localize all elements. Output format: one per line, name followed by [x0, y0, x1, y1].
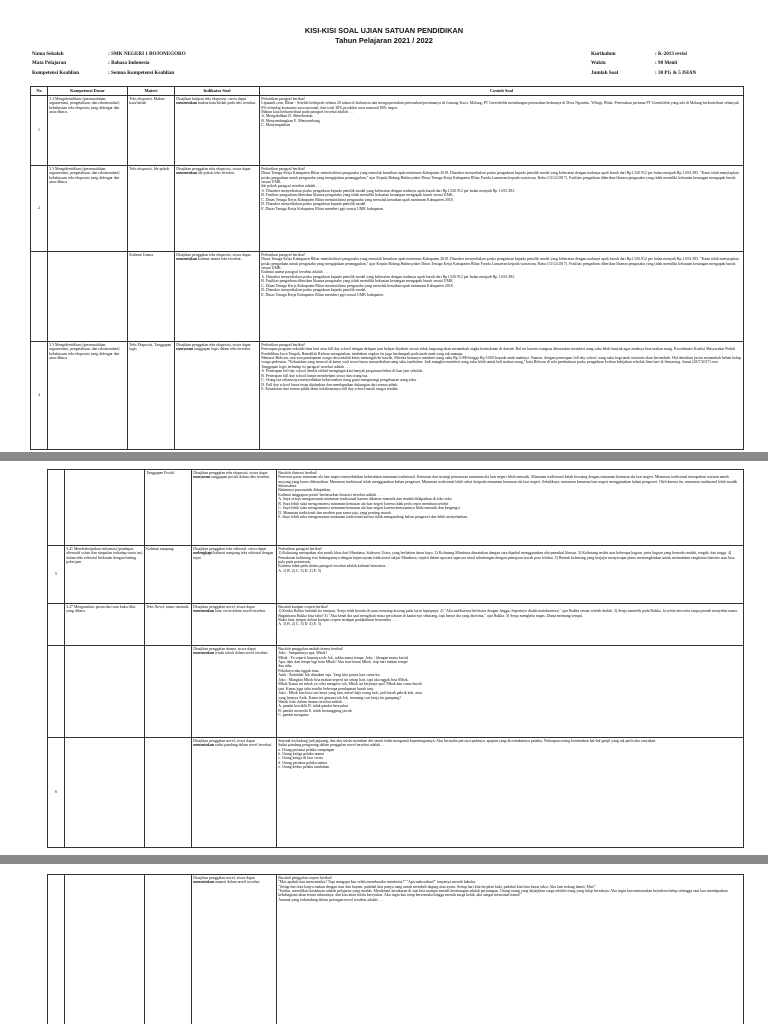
kompetensi-dasar-cell: [65, 646, 145, 738]
indikator-keyword: menentukan: [176, 257, 197, 262]
contoh-soal-line: "Mas apakah kau mencintaiku? Tapi mengapa kau selalu membuatku menderita?" "Apa maksudmu?" tanyanya meraih bahuku.: [278, 880, 477, 885]
kisi-kisi-table-continued-2: [47, 874, 744, 1024]
kisi-kisi-table-continued: [47, 469, 744, 848]
kompetensi-dasar-cell: 3.27 Menganalisis pesan dari satu buku fiksi yang dibaca.: [65, 604, 145, 646]
indikator-cell: [192, 604, 277, 646]
meta-value: : SMK NEGERI 1 BOJONEGORO: [108, 51, 186, 57]
indikator-text: Disajikan penggalan teks eksposisi, siswa dapat: [193, 470, 268, 475]
indikator-keyword: menyusun: [176, 347, 194, 352]
indikator-text: kalimat rumpang teks editorial dengan tepat: [193, 551, 274, 560]
kisi-kisi-table: [30, 86, 744, 450]
contoh-soal-line: e. Orang kedua pelaku tambahan: [278, 765, 330, 770]
contoh-soal-line: dan tahu.: [278, 664, 293, 669]
contoh-soal-line: Sudut pandang pengarang dalam penggalan novel tersebut adalah . . .: [278, 743, 386, 748]
materi-cell: Kalimat rumpang: [145, 546, 192, 604]
meta-label: Mata Pelajaran: [32, 60, 67, 67]
contoh-soal-line: Bahannya pun mudah didapatkan.: [278, 488, 332, 493]
contoh-soal-line: A. Saya setuju mengonsumsi minuman tradisional karena dikemas menarik dan mudah didapatkan di toko-toko: [278, 497, 452, 502]
contoh-soal-cell: [260, 96, 744, 166]
materi-cell: Teks eksposisi, Makna kata/istilah: [128, 96, 175, 166]
contoh-soal-line: Apa, tahu dan tempe lagi kata Mbok? Aku kan bosan Mbok, tiap hari makan tempe: [278, 659, 408, 664]
indikator-cell: [175, 96, 260, 166]
table-row: [48, 604, 744, 646]
contoh-soal-line: Perhatikan paragraf berikut!: [261, 342, 306, 347]
header-indikator: Indikator Soal: [175, 87, 260, 96]
contoh-soal-line: Menurut Ridwan, rata-rata pendapatan warga desa adalah kelas menengah ke bawah. Mereka biasanya memberi uang saku Rp 2.000 hingga Rp 5.000 kepada anak-anaknya. Namun, dengan penerapan full day school, uang saku bagi anak otomatis akan bertambah. Hal demikian justru menambah beban hidup warga pedesaan. "Kebutuhan yang muncul di kamu wali siswa harus menyediakan uang saku tambahan. Jadi mungkin memberi uang saku lebih untuk beli makan siang," kata Ridwan di sela pembukaan posko pengaduan korban kebijakan sekolah lima hari di Semarang. Jumat (28/7/2017) sore.: [261, 355, 742, 365]
indikator-cell: [192, 646, 277, 738]
indikator-cell: [175, 166, 260, 252]
row-number: [31, 252, 48, 342]
contoh-soal-line: C. pandai mengatur: [278, 713, 309, 718]
indikator-keyword: menentukan: [176, 171, 197, 176]
materi-cell: Teks Eksposisi, Tanggapan logis: [128, 342, 175, 450]
contoh-soal-line: Makna kata berkontribusi pada paragraf tersebut adalah . . .: [261, 109, 354, 114]
contoh-soal-line: A. pandai bersiklit D. tidak pandai bersyukur: [278, 704, 349, 709]
meta-label: Waktu: [591, 60, 606, 67]
indikator-text: Disajikan penggalan drama, siswa dapat: [193, 646, 256, 651]
row-number: 2: [31, 166, 48, 252]
contoh-soal-line: tani. Kamu juga tahu sendiri beberapa pendapatan buruh tani.: [278, 686, 374, 691]
indikator-text: Disajikan penggalan novel, siswa dapat: [193, 604, 255, 609]
contoh-soal-line: Joko : Mbok kan bisa cari kerja yang lain, mesel baju orang kok, jadi buruh pabrik kek, atau: [278, 691, 422, 696]
contoh-soal-line: E. Dinas Tenaga Kerja Kabupaten Blitar memberi gaji sesuai UMK kabupaten.: [261, 292, 385, 297]
table-row: [48, 875, 744, 1024]
contoh-soal-line: Perhatikan paragraf berikut!: [261, 166, 306, 171]
document-page-1: [0, 0, 768, 452]
indikator-text: watak tokoh dalam novel tersebut.: [213, 651, 269, 656]
contoh-soal-cell: [277, 546, 744, 604]
contoh-soal-line: "Istriku, memiliksti kesadaran adalah pelajaran yang mudah. Menikmati kesukaran di saat kita mampu meraih kesenangan adalah perjuangan. Orang-orang yang dijunjikan surga adalah orang yang lulup bersahaja. Aku ingin kau memasukan kejadiran hidup sehingga saat kau mendapatkan kebahagiaan akan terasa nikmatnya. dan kau akan selalu bersyukur. Aku ingin kau tetap bersemuka hingga meraih surga kelak, aku sangat mencintai kamu!": [278, 888, 728, 898]
indikator-text: Disajikan penggalan teks editorial, siswa dapat: [193, 546, 267, 551]
indikator-text: sudut pandang dalam novel tersebut.: [213, 743, 272, 748]
meta-value: : 90 Menit: [655, 60, 678, 67]
row-number: [48, 604, 65, 646]
materi-cell: [145, 875, 192, 1024]
table-row: [31, 96, 744, 166]
row-number: 5: [48, 546, 65, 604]
kompetensi-dasar-cell: 3.3 Mengidentifikasi (permasalahan, argumentasi, pengetahuan, dan rekomendasi) kebahasaan teks eksposisi yang didengar dan atau dibaca.: [48, 96, 128, 166]
contoh-soal-line: Joko : Mungkin Mbok bisa makan seperti ini setiap hari, tapi aku nggak bisa Mbok.: [278, 677, 409, 682]
contoh-soal-line: C. Orang tua seharusnya menyediakan bekal makan siang guna mengurangi pengeluaran uang saku.: [261, 378, 417, 383]
indikator-keyword: menentukan: [193, 651, 214, 656]
meta-value: : Bahasa Indonesia: [108, 60, 150, 67]
contoh-soal-cell: [277, 646, 744, 738]
contoh-soal-cell: [260, 166, 744, 252]
row-number: 4: [31, 342, 48, 450]
meta-label: Nama Sekolah: [32, 51, 64, 57]
indikator-text: Disajikan penggalan novel, siswa dapat: [193, 875, 255, 880]
materi-cell: Tanggapan Positif: [145, 470, 192, 546]
meta-left: [30, 49, 191, 79]
contoh-soal-line: Bacalah penggalan cerpen berikut!: [278, 875, 333, 880]
row-number: [48, 470, 65, 546]
header-kompetensi-dasar: Kompetensi Dasar: [48, 87, 128, 96]
document-page-2: [0, 461, 768, 855]
kompetensi-dasar-cell: 3.3 Mengidentifikasi (permasalahan, argumentasi, pengetahuan, dan rekomendasi) kebahasaan teks eksposisi yang didengar dan atau dibaca.: [48, 166, 128, 252]
contoh-soal-line: Dinas Tenaga Kerja Kabupaten Blitar memfasilitasi pengusaha yang menolak kenaikan upah minimum Kabupaten 2018. Disnaker menyediakan posko pengaduan kepada pemilik modal yang keberatan dengan nadanya upah buruh dari Rp1.520.912 per bulan menjadi Rp 1.653.383. "Kami telah menyiapkan posko pengaduan untuk pengusaha yang mengajukan penangguhan," ujar Kepala Bidang Hubinsyaker Dinas Tenaga Kerja Kabupaten Blitar Farida Lumaeran kepada wartawan, Rabu (13/12/2017). Fasilitas pengaduan diberikan lihanza pengusaha yang tidak memiliki kekuatan keuangan mengupah buruh sesuai UMK.: [261, 171, 739, 184]
row-number: [48, 646, 65, 738]
contoh-soal-cell: [277, 604, 744, 646]
contoh-soal-line: A. Disnaker menyediakan posko pengaduan kepada pemilik modal yang keberatan dengan nadanya upah buruh dari Rp1.520.912 per bulan menjadi Rp 1.653.383.: [261, 274, 515, 279]
contoh-soal-line: Amanat yang terkandung dalam potongan novel tersebut adalah . . .: [278, 897, 384, 902]
contoh-soal-line: C. Dinas Tenaga Kerja Kabupaten Blitar memfasilitasi pengusaha yang menolak kenaikan upah minimum Kabupaten 2018.: [261, 197, 454, 202]
contoh-soal-line: Kalimat tanggapan positif berdasarkan ilustrasi tersebut adalah . . .: [278, 492, 382, 497]
header-contoh-soal: Contoh Soal: [260, 87, 744, 96]
contoh-soal-line: Kalimat tidak padu dalam paragraf tersebut adalah kalimat bernomor. . .: [278, 564, 391, 569]
table-row: [48, 546, 744, 604]
table-row: [48, 738, 744, 848]
contoh-soal-line: b. Orang ketiga pelaku utama: [278, 751, 325, 756]
contoh-soal-line: B. Fasilitas pengaduan diberikan lihanza pengusaha yang tidak memiliki kekuatan keuangan mengupah buruh sesuai UMK.: [261, 193, 454, 198]
contoh-soal-line: Perhatikan paragraf berikut!: [261, 252, 306, 257]
contoh-soal-line: B. Fasilitas pengaduan diberikan lihanza pengusaha yang tidak memiliki kekuatan keuangan mengupah buruh sesuai UMK.: [261, 279, 454, 284]
contoh-soal-line: C. Menyampaikan: [261, 123, 290, 128]
contoh-soal-line: D. Disnaker menyediakan posko pengaduan kepada pemilik modal.: [261, 202, 367, 207]
kompetensi-dasar-cell: [65, 470, 145, 546]
document-title: KISI-KISI SOAL UJIAN SATUAN PENDIDIKAN: [304, 26, 464, 35]
indikator-cell: [192, 546, 277, 604]
header-no: No: [31, 87, 48, 96]
meta-label: Kurikulum: [591, 51, 616, 57]
contoh-soal-line: Bacalah ilustrasi berikut!: [278, 470, 318, 475]
contoh-soal-line: Perhatikan paragraf berikut!: [278, 546, 323, 551]
meta-right: [589, 49, 701, 79]
document-page-3: [0, 864, 768, 1024]
indikator-cell: [175, 342, 260, 450]
contoh-soal-line: Pokoknya aku nggak mau.: [278, 668, 320, 673]
contoh-soal-line: A. 1) B. 2) C. 3) D. 4) E. 5): [278, 622, 322, 627]
indikator-text: ide pokok teks tersebut.: [196, 171, 235, 176]
contoh-soal-line: Bukti latar tempat dalam kutipan cerpen terdapat padakalimat bernomba . . .: [278, 617, 397, 622]
materi-cell: Kalimat Utama: [128, 252, 175, 342]
indikator-text: kalimat utama teks tersebut.: [196, 257, 242, 262]
indikator-keyword: menentukan: [193, 609, 214, 614]
indikator-text: tanggapan positif dalam teks tersebut.: [210, 475, 271, 480]
contoh-soal-line: D. Minuman tradisional dan modern pun sama saja, yang penting murah.: [278, 510, 392, 515]
contoh-soal-line: Ide pokok paragraf tersebut adalah . . .: [261, 184, 322, 189]
indikator-cell: [192, 875, 277, 1024]
document-subtitle: Tahun Pelajaran 2021 / 2022: [335, 36, 433, 45]
indikator-text: amanat dalam novel tersebut: [213, 880, 260, 885]
indikator-keyword: menyusun: [193, 475, 211, 480]
materi-cell: Teks eksposisi, Ide pokok: [128, 166, 175, 252]
contoh-soal-line: yang lainnya Anik. Kamu ini gimana toh Jok, memang cari kerja itu gampang?: [278, 695, 401, 700]
contoh-soal-line: Kalimat utama paragraf tersebut adalah . . .: [261, 270, 329, 275]
table-row: [31, 166, 744, 252]
contoh-soal-line: "Setiap hari kita hanya makan dengan nasi dan bayam, padahal kita punya uang untuk membeli daging atau ayam. Setiap hari kita berjalan kaki, padahal kita bisa bayar taksi. Aku lam sedang hamil, Mas!": [278, 884, 597, 889]
contoh-soal-line: E. Kesadaran dari semua pihak demi terlaksananya full day school masih sangat rendah.: [261, 387, 399, 392]
indikator-keyword: menentukan: [193, 743, 214, 748]
row-number: [48, 875, 65, 1024]
kompetensi-dasar-cell: 3.41 Mendeskripsikan informasi (pendapat, alternatif solusi dan simpulan terhadap suatu isu) dalam teks editorial berkaitan dengan bidang pekerjaan: [65, 546, 145, 604]
contoh-soal-line: Dinas Tenaga Kerja Kabupaten Blitar memfasilitasi pengusaha yang menolak kenaikan upah minimum Kabupaten 2018. Disnaker menyediakan posko pengaduan kepada pemilik modal yang keberatan dengan nadanya upah buruh dari Rp1.520.912 per bulan menjadi Rp 1.653.383. "Kami telah menyiapkan posko pengaduan untuk pengusaha yang mengajukan penangguhan," ujar Kepala Bidang Hubinsyaker Dinas Tenaga Kerja Kabupaten Blitar Farida Lumaeran kepada wartawan, Rabu (13/12/2017). Fasilitas pengaduan diberikan lihanza pengusaha yang tidak memiliki kekuatan keuangan mengupah buruh sesuai UMK.: [261, 257, 739, 270]
indikator-cell: [175, 252, 260, 342]
row-number: 6: [48, 738, 65, 848]
contoh-soal-line: D. Disnaker menyediakan posko pengaduan kepada pemilik modal.: [261, 288, 367, 293]
contoh-soal-cell: [277, 738, 744, 848]
contoh-soal-line: Joko : Sampaninya apa, Mbok?: [278, 651, 328, 656]
meta-value: : Semua Kompetensi Keahlian: [108, 69, 175, 76]
table-row: [31, 342, 744, 450]
contoh-soal-line: Mbok Kamu ini mbok ya coba mengerti toh, Mbok ini kerjanya apa? Mbok kan cuma buruh: [278, 682, 422, 687]
meta-value: : 30 PG & 5 ISIAN: [655, 69, 697, 76]
header-materi: Materi: [128, 87, 175, 96]
contoh-soal-line: B. Menyumbangkan E. Menyumbang: [261, 118, 320, 123]
contoh-soal-line: Tanggapan logis terhadap isi paragraf tersebut adalah . . .: [261, 364, 350, 369]
indikator-text: makna kata/istilah pada teks tersebut.: [196, 101, 257, 106]
contoh-soal-line: Mbok : Ya seperti biasanya toh Jok, tukhu nama tempe. Joko : (dengan muna kerut): [278, 655, 409, 660]
kompetensi-dasar-cell: [65, 738, 145, 848]
indikator-text: Disajikan penggalan teks eksposisi, siswa dapat: [176, 252, 251, 257]
contoh-soal-line: B. pandai menceda E. tidak bertanggung jawab: [278, 708, 352, 713]
contoh-soal-line: Penerapan program sekolah lima hari atau full day school dengan delapan jam belajar diyakini secara tidak langsung akan menambah angka kemiskinan di daerah. Hal itu karena orangtua diharuskan memberi uang saku lebih banyak agar anaknya bisa makan siang. Koordinator Koalisi Masyarakat Peduli Pendidikan Jawa Tengah, Hamdilah Ridwan mengatakan, tambahan ongkos itu juga berdampak pada anak-anak yang tak mampu.: [261, 347, 736, 356]
indikator-keyword: menentukan: [176, 101, 197, 106]
contoh-soal-line: 1) Kolintang merupakan alat musik khas dari Minahasa, Sulawesi Utara, yang berbahan dasar kayu. 2) Kolintang Minahasa dimainkan dengan cara dipukul menggunakan alat pemukul khusus. 3) Kolintang terdiri atas beberapa bagian, yaitu bagian yang bernada rendah, tengah, dan tinggi. 4) Pemakaian kolintang erat hubungannya dengan kepercayaan tradisional rakyat Minahasa, seperti dalam upacara-upacara ritual sehubungan dengan pemujaan arwah para leluhur. 5) Bentuk kolintang yang berjajar menyerupai piano memungkinkan untuk memainkan rangkaian diatonis atau bisa pula pada pentatonis.: [278, 551, 735, 564]
contoh-soal-line: Bacalah kutipan cerpen berikut!: [278, 604, 328, 609]
contoh-soal-line: Perhatikan paragraf berikut!: [261, 96, 306, 101]
contoh-soal-cell: [277, 470, 744, 546]
table-row: [31, 252, 744, 342]
contoh-soal-line: Sejenak itu kadang jadi pejuang, dan aku selalu menahan diri untuk tidak mengumit kepentingannya. Aku berusaha percaya padanya, apapun yang dicentakannya padaku. Walaupun sering kemenakan hal-hal ganjil yang tak perlu aku tanyakan.: [278, 738, 657, 743]
meta-value: : K-2013 revisi: [655, 51, 687, 57]
contoh-soal-line: B. Saya lebih suka mengonsumsi minuman kemasan ala luar negeri karena tidak perlu repot membuat sendiri: [278, 501, 449, 506]
table-row: [48, 470, 744, 546]
indikator-text: latar cerita dalam novel tersebut.: [213, 609, 266, 614]
contoh-soal-line: Penetrasi pasar minuman ala luar negeri menyebabkan keberadaan minuman tradisional. Kemasan dan strategi pemasaran minuman ala luar negeri lebih menarik. Minuman tradisional kalah bersaing dengan minuman kemasan ala luar negeri. Minuman tradisional merupakan warisan nenek moyang yang harus dilestarikan. Minuman tradisional tidak menggunakan bahan pengawet. Minuman tradisional lebih sehat daripada minuman kemasan ala luar negeri. Sebaliknya, minuman kemasan luar negeri menggunakan bahan pengawet. Oleh karena itu, minuman tradisional lebih mudah dikonsumsi.: [278, 475, 738, 488]
kompetensi-dasar-cell: 3.3 Mengidentifikasi (permasalahan, argumentasi, pengetahuan, dan rekomendasi) kebahasaan teks eksposisi yang didengar dan atau dibaca.: [48, 342, 128, 450]
indikator-cell: [192, 470, 277, 546]
indikator-keyword: menentukan: [193, 880, 214, 885]
table-row: [48, 646, 744, 738]
indikator-cell: [192, 738, 277, 848]
contoh-soal-line: Bacalah penggalan naskah drama berikut!: [278, 646, 344, 651]
meta-label: Jumlah Soal: [591, 69, 619, 76]
contoh-soal-line: A. Mengabdikan D. Menebarkan: [261, 114, 313, 119]
contoh-soal-line: Liputan6.com, Blitar - Setelah berkiprah selama 20 tahun di Indonesia dan mengoperasikan peternakan/pertamanya di Gunung Kawi, Malang, PT Greenfields membangun peternakan keduanya di Desa Ngoneko, Wlingi, Blitar. Peternakan pertama PT Greenfields yang ada di Malang berkontribusi sebanyak 6% terhadap konsumsi susu nasional, dari total 20% produksi susu nasional 80% impor.: [261, 101, 739, 110]
contoh-soal-cell: [260, 342, 744, 450]
contoh-soal-cell: [277, 875, 744, 1024]
contoh-soal-line: Anik : Sudahlah Jok dimakan saja. Yang kita punya kan cuma itu.: [278, 673, 381, 678]
contoh-soal-cell: [260, 252, 744, 342]
indikator-text: Disajikan penggalan teks eksposisi, siswa dapat: [176, 166, 251, 171]
indikator-keyword: melengkapi: [193, 551, 213, 556]
indikator-text: Disajikan penggalan novel, siswa dapat: [193, 738, 255, 743]
indikator-text: Disajikan kutipan teks eksposisi, siswa dapat: [176, 96, 247, 101]
indikator-text: Disajikan penggalan teks eksposisi, siswa dapat: [176, 342, 251, 347]
kompetensi-dasar-cell: [65, 875, 145, 1024]
contoh-soal-line: C. Saya lebih suka mengonsumsi minuman kemasan ala luar negeri karena kemasannya lebih menarik dan bergengsi: [278, 506, 460, 511]
contoh-soal-line: c. Orang ketiga di luar cerita: [278, 756, 323, 761]
contoh-soal-line: D. Full day school harus tetap dijalankan dan mendapatkan dukungan dari semua pihak.: [261, 382, 399, 387]
materi-cell: [145, 646, 192, 738]
row-number: 1: [31, 96, 48, 166]
materi-cell: Teks Novel, unsur intrinsik: [145, 604, 192, 646]
contoh-soal-line: Watak Joko dalam drama tersebut adalah . . .: [278, 700, 348, 705]
contoh-soal-line: B. Penerapan full day school hanya membebani siswa dan orang tua.: [261, 373, 369, 378]
contoh-soal-line: d. Orang pertama pelaku utama: [278, 760, 328, 765]
contoh-soal-line: A. Penerapan full day school dinilai efektif mengingat kini banyak perguruan bebas di luar jam sekolah.: [261, 369, 424, 374]
contoh-soal-line: 1) Ketika Rukka kembali ke rumpun, Senja telah berada di sana, menatap kosong pada layar laptopnya. 2) "Aku meliburmu berbicara dengan Jingga, Seperinya dialah maiakarinwa," ujar Rukka sesaat setelah duduk. 3) Senja menoleh pada Rukka. Ia selalu bercerita tanpa pernah menyebut nama. Bagaimana Rukka bisa tahu? 4) "Aku kenal dia saat mengikuti masa percobaan di kantornya sekarang, tapi hanya dia yang diterima," ujar Rukka. 5) Senja menghela napas. Dunia memang sempit.: [278, 609, 738, 618]
contoh-soal-line: E. Dinas Tenaga Kerja Kabupaten Blitar memberi gaji sesuai UMK kabupaten.: [261, 206, 385, 211]
kompetensi-dasar-cell: [48, 252, 128, 342]
contoh-soal-line: E. Saya lebih suka mengonsumsi minuman tradisional karena tidak mengandung bahan pengawet dan lebih menyehatkan.: [278, 515, 468, 520]
materi-cell: [145, 738, 192, 848]
contoh-soal-line: a. Orang pertama pelaku sampingan: [278, 747, 335, 752]
contoh-soal-line: A. 1) B. 2) C. 3) D. 4) E. 5): [278, 568, 322, 573]
meta-label: Kompetensi Keahlian: [32, 69, 80, 76]
indikator-text: tanggapan logis dalam teks tersebut.: [193, 347, 251, 352]
contoh-soal-line: C. Dinas Tenaga Kerja Kabupaten Blitar memfasilitasi pengusaha yang menolak kenaikan upah minimum Kabupaten 2018.: [261, 283, 454, 288]
contoh-soal-line: A. Disnaker menyediakan posko pengaduan kepada pemilik modal yang keberatan dengan nadanya upah buruh dari Rp1.520.912 per bulan menjadi Rp 1.653.383.: [261, 188, 515, 193]
